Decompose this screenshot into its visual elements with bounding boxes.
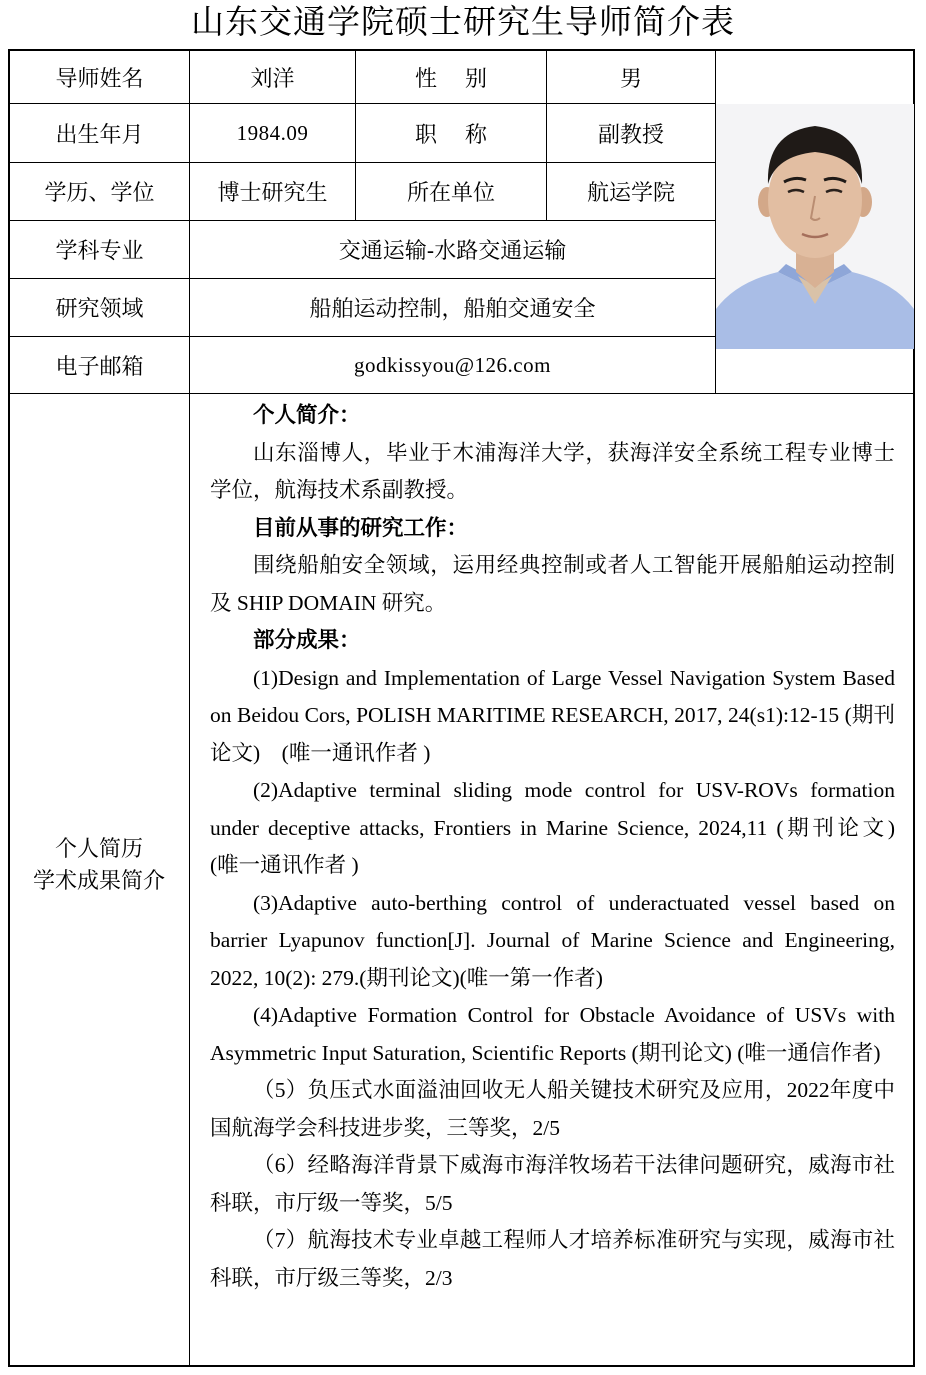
achievement-item: （7）航海技术专业卓越工程师人才培养标准研究与实现，威海市社科联，市厅级三等奖，2/3 bbox=[210, 1228, 895, 1290]
achievement-item: (3)Adaptive auto-berthing control of underactuated vessel based on barrier Lyapunov function[J]. Journal of Marine Science and Engineering, 2022, 10(2): 279.(期刊论文)(唯一第一作者) bbox=[210, 890, 895, 990]
rank-value: 副教授 bbox=[597, 122, 664, 148]
degree-label: 学历、学位 bbox=[44, 181, 155, 206]
email-label: 电子邮箱 bbox=[55, 354, 144, 380]
intro-heading: 个人简介： bbox=[253, 403, 361, 427]
achievements-heading: 部分成果： bbox=[253, 628, 361, 652]
rank-label: 职称 bbox=[414, 122, 515, 148]
research-label: 研究领域 bbox=[55, 297, 144, 322]
bio-label-line2: 学术成果简介 bbox=[32, 869, 165, 894]
work-heading: 目前从事的研究工作： bbox=[253, 515, 469, 540]
gender-value: 男 bbox=[619, 66, 642, 92]
bio-label-line1: 个人简历 bbox=[54, 837, 143, 862]
research-value: 船舶运动控制，船舶交通安全 bbox=[309, 297, 596, 322]
discipline-label: 学科专业 bbox=[55, 239, 144, 264]
birth-label: 出生年月 bbox=[55, 122, 144, 148]
intro-text: 山东淄博人，毕业于木浦海洋大学，获海洋安全系统工程专业博士学位，航海技术系副教授。 bbox=[210, 440, 895, 502]
achievement-item: (4)Adaptive Formation Control for Obstacle Avoidance of USVs with Asymmetric Input Saturation, Scientific Reports (期刊论文) (唯一通信作者) bbox=[210, 1003, 895, 1065]
unit-label: 所在单位 bbox=[406, 181, 495, 206]
gender-label: 性别 bbox=[414, 66, 515, 92]
email-value[interactable]: godkissyou@126.com bbox=[354, 352, 551, 377]
bio-content bbox=[210, 397, 917, 1297]
achievement-item: （6）经略海洋背景下威海市海洋牧场若干法律问题研究，威海市社科联，市厅级一等奖，5/5 bbox=[210, 1153, 895, 1215]
page-title: 山东交通学院硕士研究生导师简介表 bbox=[191, 2, 735, 41]
achievement-item: (2)Adaptive terminal sliding mode control for USV-ROVs formation under deceptive attacks, Frontiers in Marine Science, 2024,11 (期刊论文) (唯一通讯作者 ) bbox=[210, 778, 917, 877]
discipline-value: 交通运输-水路交通运输 bbox=[338, 239, 567, 264]
portrait-photo bbox=[716, 104, 914, 349]
degree-value: 博士研究生 bbox=[217, 181, 328, 206]
birth-value: 1984.09 bbox=[236, 120, 309, 145]
achievement-item: (1)Design and Implementation of Large Vessel Navigation System Based on Beidou Cors, POLISH MARITIME RESEARCH, 2017, 24(s1):12-15 (期刊论文) (唯一通讯作者 ) bbox=[210, 665, 895, 765]
bio-section-label bbox=[10, 834, 188, 898]
name-value: 刘洋 bbox=[250, 66, 295, 92]
work-text: 围绕船舶安全领域，运用经典控制或者人工智能开展船舶运动控制及 SHIP DOMAIN 研究。 bbox=[210, 553, 895, 615]
portrait-icon bbox=[716, 104, 914, 349]
name-label: 导师姓名 bbox=[55, 66, 144, 92]
achievement-item: （5）负压式水面溢油回收无人船关键技术研究及应用，2022年度中国航海学会科技进步奖，三等奖，2/5 bbox=[210, 1078, 895, 1140]
unit-value: 航运学院 bbox=[586, 181, 675, 206]
